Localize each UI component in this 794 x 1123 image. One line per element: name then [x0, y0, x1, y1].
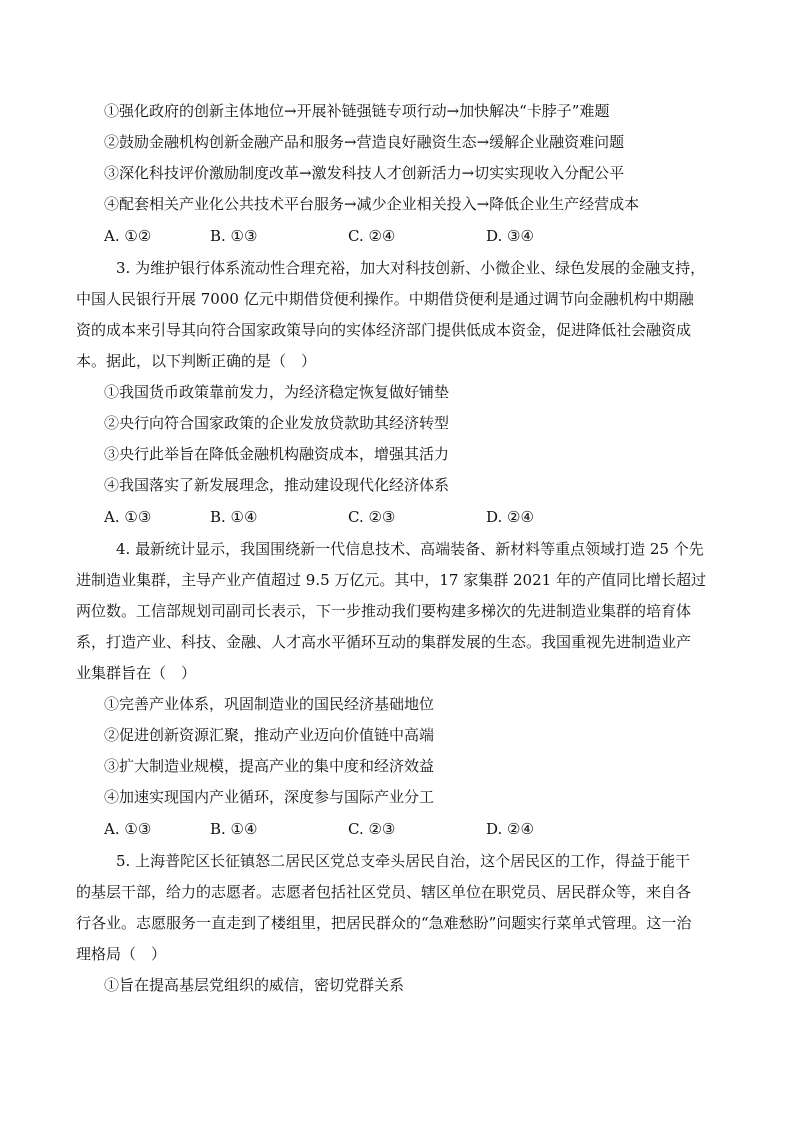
q4-option-c: C. ②③: [348, 820, 396, 838]
q2-option-b: B. ①③: [210, 227, 258, 245]
q2-option-a: A. ①②: [104, 227, 152, 245]
q4-option-d: D. ②④: [486, 820, 534, 838]
q4-option-b: B. ①④: [210, 820, 258, 838]
q2-option-d: D. ③④: [486, 227, 534, 245]
q2-option-c: C. ②④: [348, 227, 396, 245]
q3-option-a: A. ①③: [104, 508, 152, 526]
q4-option-a: A. ①③: [104, 820, 152, 838]
exam-page: ①强化政府的创新主体地位→开展补链强链专项行动→加快解决“卡脖子”难题 ②鼓励金融机构创新金融产品和服务→营造良好融资生态→缓解企业融资难问题 ③深化科技评价激励制度改革→激发科技人才创新活力→切实实现收入分配公平 ④配套相关产业化公共技术平台服务→减少企业相关投入→降低企业生产经营成本 A. ①② B. ①③ C. ②④ D. ③④ 3. 为维护银行体系流动性合理充裕，加大对科技创新、小微企业、绿色发展的金融支持， 中国人民银行开展 7000 亿元中期借贷便利操作。中期借贷便利是通过调节向金融机构中期融 资的成本来引导其向符合国家政策导向的实体经济部门提供低成本资金，促进降低社会融资成 本。据此，以下判断正确的是（ ） ①我国货币政策靠前发力，为经济稳定恢复做好铺垫 ②央行向符合国家政策的企业发放贷款助其经济转型 ③央行此举旨在降低金融机构融资成本，增强其活力 ④我国落实了新发展理念，推动建设现代化经济体系 A. ①③ B. ①④ C. ②③ D. ②④ 4. 最新统计显示，我国围绕新一代信息技术、高端装备、新材料等重点领域打造 25 个先 进制造业集群，主导产业产值超过 9.5 万亿元。其中，17 家集群 2021 年的产值同比增长超过 两位数。工信部规划司副司长表示，下一步推动我们要构建多梯次的先进制造业集群的培育体 系，打造产业、科技、金融、人才高水平循环互动的集群发展的生态。我国重视先进制造业产 业集群旨在（ ） ①完善产业体系，巩固制造业的国民经济基础地位 ②促进创新资源汇聚，推动产业迈向价值链中高端 ③扩大制造业规模，提高产业的集中度和经济效益 ④加速实现国内产业循环，深度参与国际产业分工 A. ①③ B. ①④ C. ②③ D. ②④ 5. 上海普陀区长征镇怒二居民区党总支牵头居民自治，这个居民区的工作，得益于能干 的基层干部，给力的志愿者。志愿者包括社区党员、辖区单位在职党员、居民群众等，来自各 行各业。志愿服务一直走到了楼组里，把居民群众的“急难愁盼”问题实行菜单式管理。这一治 理格局（ ） ①旨在提高基层党组织的威信，密切党群关系: [76, 102, 706, 994]
q3-option-b: B. ①④: [210, 508, 258, 526]
q3-option-c: C. ②③: [348, 508, 396, 526]
q3-option-d: D. ②④: [486, 508, 534, 526]
